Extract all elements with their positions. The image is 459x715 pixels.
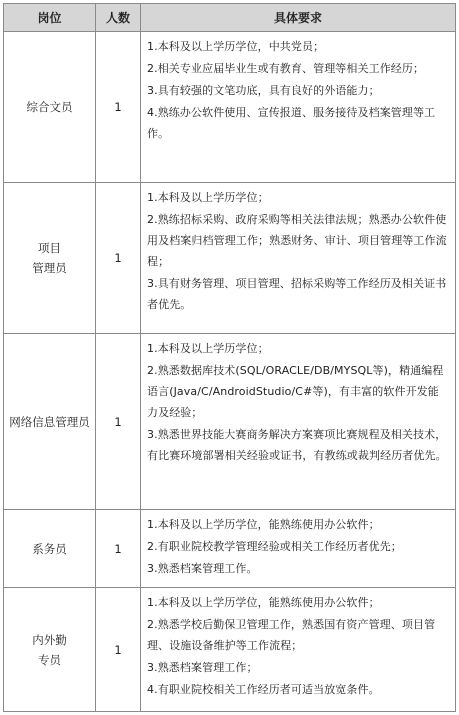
requirement-item: 1.本科及以上学历学位，中共党员；: [147, 40, 325, 53]
position-line: 项目: [38, 241, 61, 255]
requirement-item: 2.熟悉数据库技术(SQL/ORACLE/DB/MYSQL等)，精通编程语言(Java/C/AndroidStudio/C#等)，有丰富的软件开发能力及经验；: [147, 364, 444, 419]
count-cell: 1: [96, 183, 141, 334]
requirement-item: 2.相关专业应届毕业生或有教育、管理等相关工作经历；: [147, 62, 425, 75]
requirement-item: 3.熟悉档案管理工作；: [147, 661, 258, 674]
requirements-cell: [141, 183, 456, 334]
count-cell: 1: [96, 334, 141, 510]
requirement-item: 2.熟练招标采购、政府采购等相关法律法规；熟悉办公软件使用及档案归档管理工作；熟悉财务、审计、项目管理等工作流程；: [147, 213, 447, 268]
position-line: 内外勤: [32, 632, 67, 647]
table-header-row: [4, 4, 456, 32]
table-row: [4, 588, 456, 712]
position-cell: [4, 183, 96, 334]
table-row: [4, 510, 456, 588]
requirements-cell: [141, 510, 456, 588]
requirements-cell: [141, 588, 456, 712]
count-cell: 1: [96, 510, 141, 588]
position-line: 综合文员: [26, 100, 73, 114]
header-position: 岗位: [4, 4, 96, 32]
count-cell: 1: [96, 588, 141, 712]
requirement-item: 1.本科及以上学历学位，能熟练使用办公软件；: [147, 596, 380, 609]
position-cell: [4, 334, 96, 510]
table-row: [4, 32, 456, 183]
job-requirements-table: [3, 3, 456, 712]
requirement-item: 2.熟悉学校后勤保卫管理工作，熟悉国有资产管理、项目管理、设施设备维护等工作流程；: [147, 618, 436, 652]
requirement-item: 4.有职业院校相关工作经历者可适当放宽条件。: [147, 683, 380, 696]
job-requirements-table-wrapper: [3, 3, 455, 712]
position-cell: [4, 588, 96, 712]
requirements-cell: [141, 32, 456, 183]
requirement-item: 3.熟悉档案管理工作。: [147, 562, 258, 575]
requirement-item: 3.熟悉世界技能大赛商务解决方案赛项比赛规程及相关技术，有比赛环境部署相关经验或证书，有教练或裁判经历者优先。: [147, 428, 447, 462]
position-line: 管理员: [32, 261, 67, 275]
requirement-item: 1.本科及以上学历学位；: [147, 342, 269, 355]
requirement-item: 4.熟练办公软件使用、宣传报道、服务接待及档案管理等工作。: [147, 106, 436, 140]
position-line: 专员: [38, 652, 61, 667]
header-count: 人数: [96, 4, 141, 32]
requirement-item: 3.具有财务管理、项目管理、招标采购等工作经历及相关证书者优先。: [147, 277, 447, 311]
requirements-cell: [141, 334, 456, 510]
position-line: 网络信息管理员: [9, 414, 90, 429]
table-row: [4, 334, 456, 510]
position-cell: [4, 32, 96, 183]
table-body: [4, 32, 456, 712]
requirement-item: 1.本科及以上学历学位，能熟练使用办公软件；: [147, 518, 380, 531]
header-requirements: 具体要求: [141, 4, 456, 32]
position-cell: [4, 510, 96, 588]
table-row: [4, 183, 456, 334]
position-line: 系务员: [32, 541, 67, 556]
count-cell: 1: [96, 32, 141, 183]
requirement-item: 2.有职业院校教学管理经验或相关工作经历者优先；: [147, 540, 402, 553]
requirement-item: 3.具有较强的文笔功底，具有良好的外语能力；: [147, 84, 380, 97]
requirement-item: 1.本科及以上学历学位；: [147, 191, 269, 204]
